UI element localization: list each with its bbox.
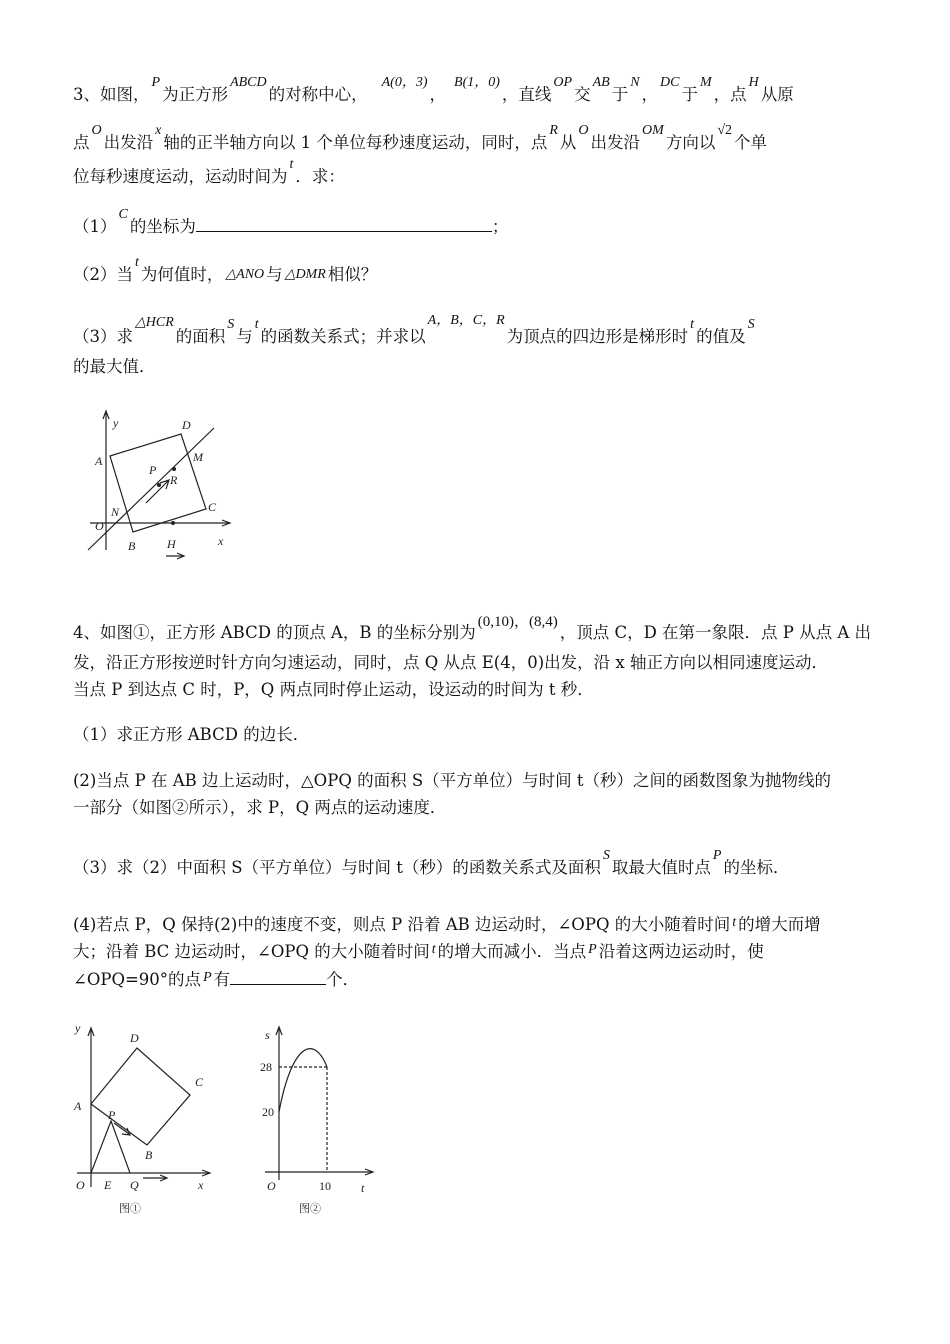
p4-q4a: [73, 914, 821, 938]
text: （1）: [73, 217, 117, 236]
label-t: t: [361, 1181, 365, 1195]
label-R: R: [170, 473, 178, 487]
label-M: M: [193, 450, 203, 464]
math-t: t: [431, 942, 436, 957]
p3-line3: [73, 157, 345, 190]
label-E: E: [104, 1178, 112, 1192]
math-A-coord: A(0，3): [381, 75, 428, 90]
p4-q4b: [73, 941, 764, 965]
square-ABCD: [91, 1048, 190, 1145]
math-B-coord: B(1，0): [454, 75, 500, 90]
math-P: P: [712, 848, 722, 863]
text: 4、如图①，正方形 ABCD 的顶点 A，B 的坐标分别为: [73, 623, 476, 642]
text: 个单: [734, 133, 767, 152]
text: 的对称中心，: [268, 85, 368, 104]
math-x: x: [155, 123, 162, 138]
text: 的函数关系式；并求以: [260, 327, 426, 346]
text: ，: [429, 85, 447, 104]
text: 的面积: [175, 327, 226, 346]
arrow-R: [146, 481, 168, 503]
text: 为顶点的四边形是梯形时: [506, 327, 689, 346]
label-y: y: [75, 1021, 81, 1035]
text: 于: [681, 85, 698, 104]
text: ，: [641, 85, 659, 104]
line-OP: [88, 428, 214, 550]
caption-fig2: 图②: [299, 1203, 321, 1215]
math-ABCR: A，B，C，R: [427, 313, 505, 328]
math-P: P: [588, 942, 597, 957]
text: 的坐标．: [723, 858, 790, 877]
p3-line2: [73, 123, 767, 156]
label-B: B: [145, 1148, 153, 1162]
text: ，直线: [501, 85, 552, 104]
text: 出发沿: [590, 133, 641, 152]
label-A: A: [95, 454, 103, 468]
caption-fig1: 图①: [119, 1203, 141, 1215]
text: ；: [491, 217, 509, 236]
label-P: P: [108, 1108, 116, 1122]
p4-q1: （1）求正方形 ABCD 的边长．: [73, 725, 310, 744]
text: 交: [574, 85, 591, 104]
p3-line1: [73, 75, 794, 108]
text: 沿着这两边运动时，使: [598, 942, 764, 961]
text: 于: [611, 85, 629, 104]
label-x: x: [198, 1178, 204, 1192]
text: 大；沿着 BC 边运动时，∠OPQ 的大小随着时间: [73, 942, 430, 961]
math-R: R: [549, 123, 558, 138]
label-O: O: [95, 519, 104, 533]
p4-q2b: 一部分（如图②所示），求 P，Q 两点的运动速度．: [73, 798, 447, 817]
answer-blank[interactable]: [196, 215, 492, 232]
math-AB: AB: [592, 75, 610, 90]
label-C: C: [208, 500, 217, 514]
text: 轴的正半轴方向以 1 个单位每秒速度运动，同时，点: [163, 133, 548, 152]
text: 与: [236, 327, 253, 346]
p3-q3: [73, 313, 757, 350]
math-ABCD: ABCD: [230, 75, 267, 90]
text: 从原: [760, 85, 794, 104]
text: 的最大值．: [73, 357, 156, 376]
text: 取最大值时点: [611, 858, 711, 877]
label-s: s: [265, 1028, 270, 1042]
math-triangle-HCR: △HCR: [135, 315, 174, 330]
text: （3）求（2）中面积 S（平方单位）与时间 t（秒）的函数关系式及面积: [73, 858, 601, 877]
p3-q3-cont: [73, 356, 156, 378]
math-OM: OM: [642, 123, 664, 138]
p4-figure1: [68, 1015, 218, 1220]
math-S: S: [602, 848, 610, 863]
text: ∠OPQ=90°的点: [73, 970, 202, 989]
p4-line3: 当点 P 到达点 C 时，P，Q 两点同时停止运动，设运动的时间为 t 秒．: [73, 680, 594, 699]
p4-q4c: [73, 968, 359, 993]
p4-figure2: [255, 1022, 380, 1217]
text: 相似？: [327, 265, 378, 284]
text: 为何值时，: [140, 265, 224, 284]
text: ，点: [713, 85, 747, 104]
text: 与: [266, 265, 283, 284]
label-P: P: [149, 463, 157, 477]
text: 的增大而减小．当点: [437, 942, 587, 961]
text: 的坐标为: [129, 217, 196, 236]
text: 的值及: [696, 327, 746, 346]
point-P: [157, 483, 161, 487]
math-sqrt2: √2: [717, 123, 732, 138]
label-x: x: [218, 534, 224, 548]
label-B: B: [128, 539, 136, 553]
text: 从: [559, 133, 577, 152]
point-H: [171, 521, 175, 525]
text: 为正方形: [162, 85, 229, 104]
math-P: P: [151, 75, 161, 90]
p3-q1: [73, 207, 509, 240]
tick-28: 28: [260, 1060, 272, 1074]
label-O: O: [76, 1178, 85, 1192]
text: 方向以: [665, 133, 716, 152]
math-coords: (0,10)，(8,4): [477, 614, 558, 630]
text: 的增大而增: [738, 915, 821, 934]
math-P: P: [203, 970, 212, 985]
text: （2）当: [73, 265, 133, 284]
label-Q: Q: [130, 1178, 139, 1192]
text: （3）求: [73, 327, 133, 346]
p4-line2: 发，沿正方形按逆时针方向匀速运动，同时，点 Q 从点 E(4，0)出发，沿 x 轴正方向以相同速度运动．: [73, 653, 828, 672]
label-H: H: [167, 537, 176, 551]
text: 3、如图，: [73, 85, 150, 104]
text: 出发沿: [103, 133, 154, 152]
math-H: H: [748, 75, 759, 90]
math-DC: DC: [660, 75, 680, 90]
math-O: O: [578, 123, 589, 138]
math-O: O: [91, 123, 102, 138]
point-M-dot: [172, 467, 176, 471]
text: 点: [73, 133, 90, 152]
p4-q2a: (2)当点 P 在 AB 边上运动时，△OPQ 的面积 S（平方单位）与时间 t（秒）之间的函数图象为抛物线的: [73, 771, 832, 790]
math-M: M: [699, 75, 712, 90]
math-t: t: [690, 317, 695, 332]
label-y: y: [113, 416, 119, 430]
math-t: t: [254, 317, 259, 332]
p4-q3: [73, 848, 790, 881]
math-triangle-ANO: △ANO: [225, 267, 265, 282]
text: 有: [213, 970, 231, 989]
label-A: A: [74, 1099, 82, 1113]
parabola-curve: [279, 1049, 327, 1112]
text: 位每秒速度运动，运动时间为: [73, 167, 288, 186]
label-D: D: [130, 1031, 139, 1045]
math-t: t: [135, 255, 139, 270]
tick-20: 20: [262, 1105, 274, 1119]
math-t: t: [732, 915, 737, 930]
math-t: t: [289, 157, 294, 172]
label-C: C: [195, 1075, 204, 1089]
p3-q2: [73, 255, 378, 288]
math-S: S: [227, 317, 235, 332]
math-C: C: [118, 207, 128, 222]
text: ．求：: [295, 167, 345, 186]
p3-figure: [80, 405, 240, 565]
label-D: D: [182, 418, 191, 432]
math-triangle-DMR: △DMR: [284, 267, 326, 282]
math-S: S: [747, 317, 755, 332]
tick-10: 10: [319, 1179, 331, 1193]
label-N: N: [111, 505, 120, 519]
math-OP: OP: [553, 75, 573, 90]
math-N: N: [630, 75, 640, 90]
p4-line1: [73, 614, 872, 645]
answer-blank[interactable]: [230, 968, 326, 985]
text: 个．: [326, 970, 360, 989]
text: ，顶点 C，D 在第一象限．点 P 从点 A 出: [559, 623, 872, 642]
text: (4)若点 P，Q 保持(2)中的速度不变，则点 P 沿着 AB 边运动时，∠OPQ 的大小随着时间: [73, 915, 731, 934]
label-O: O: [267, 1179, 276, 1193]
